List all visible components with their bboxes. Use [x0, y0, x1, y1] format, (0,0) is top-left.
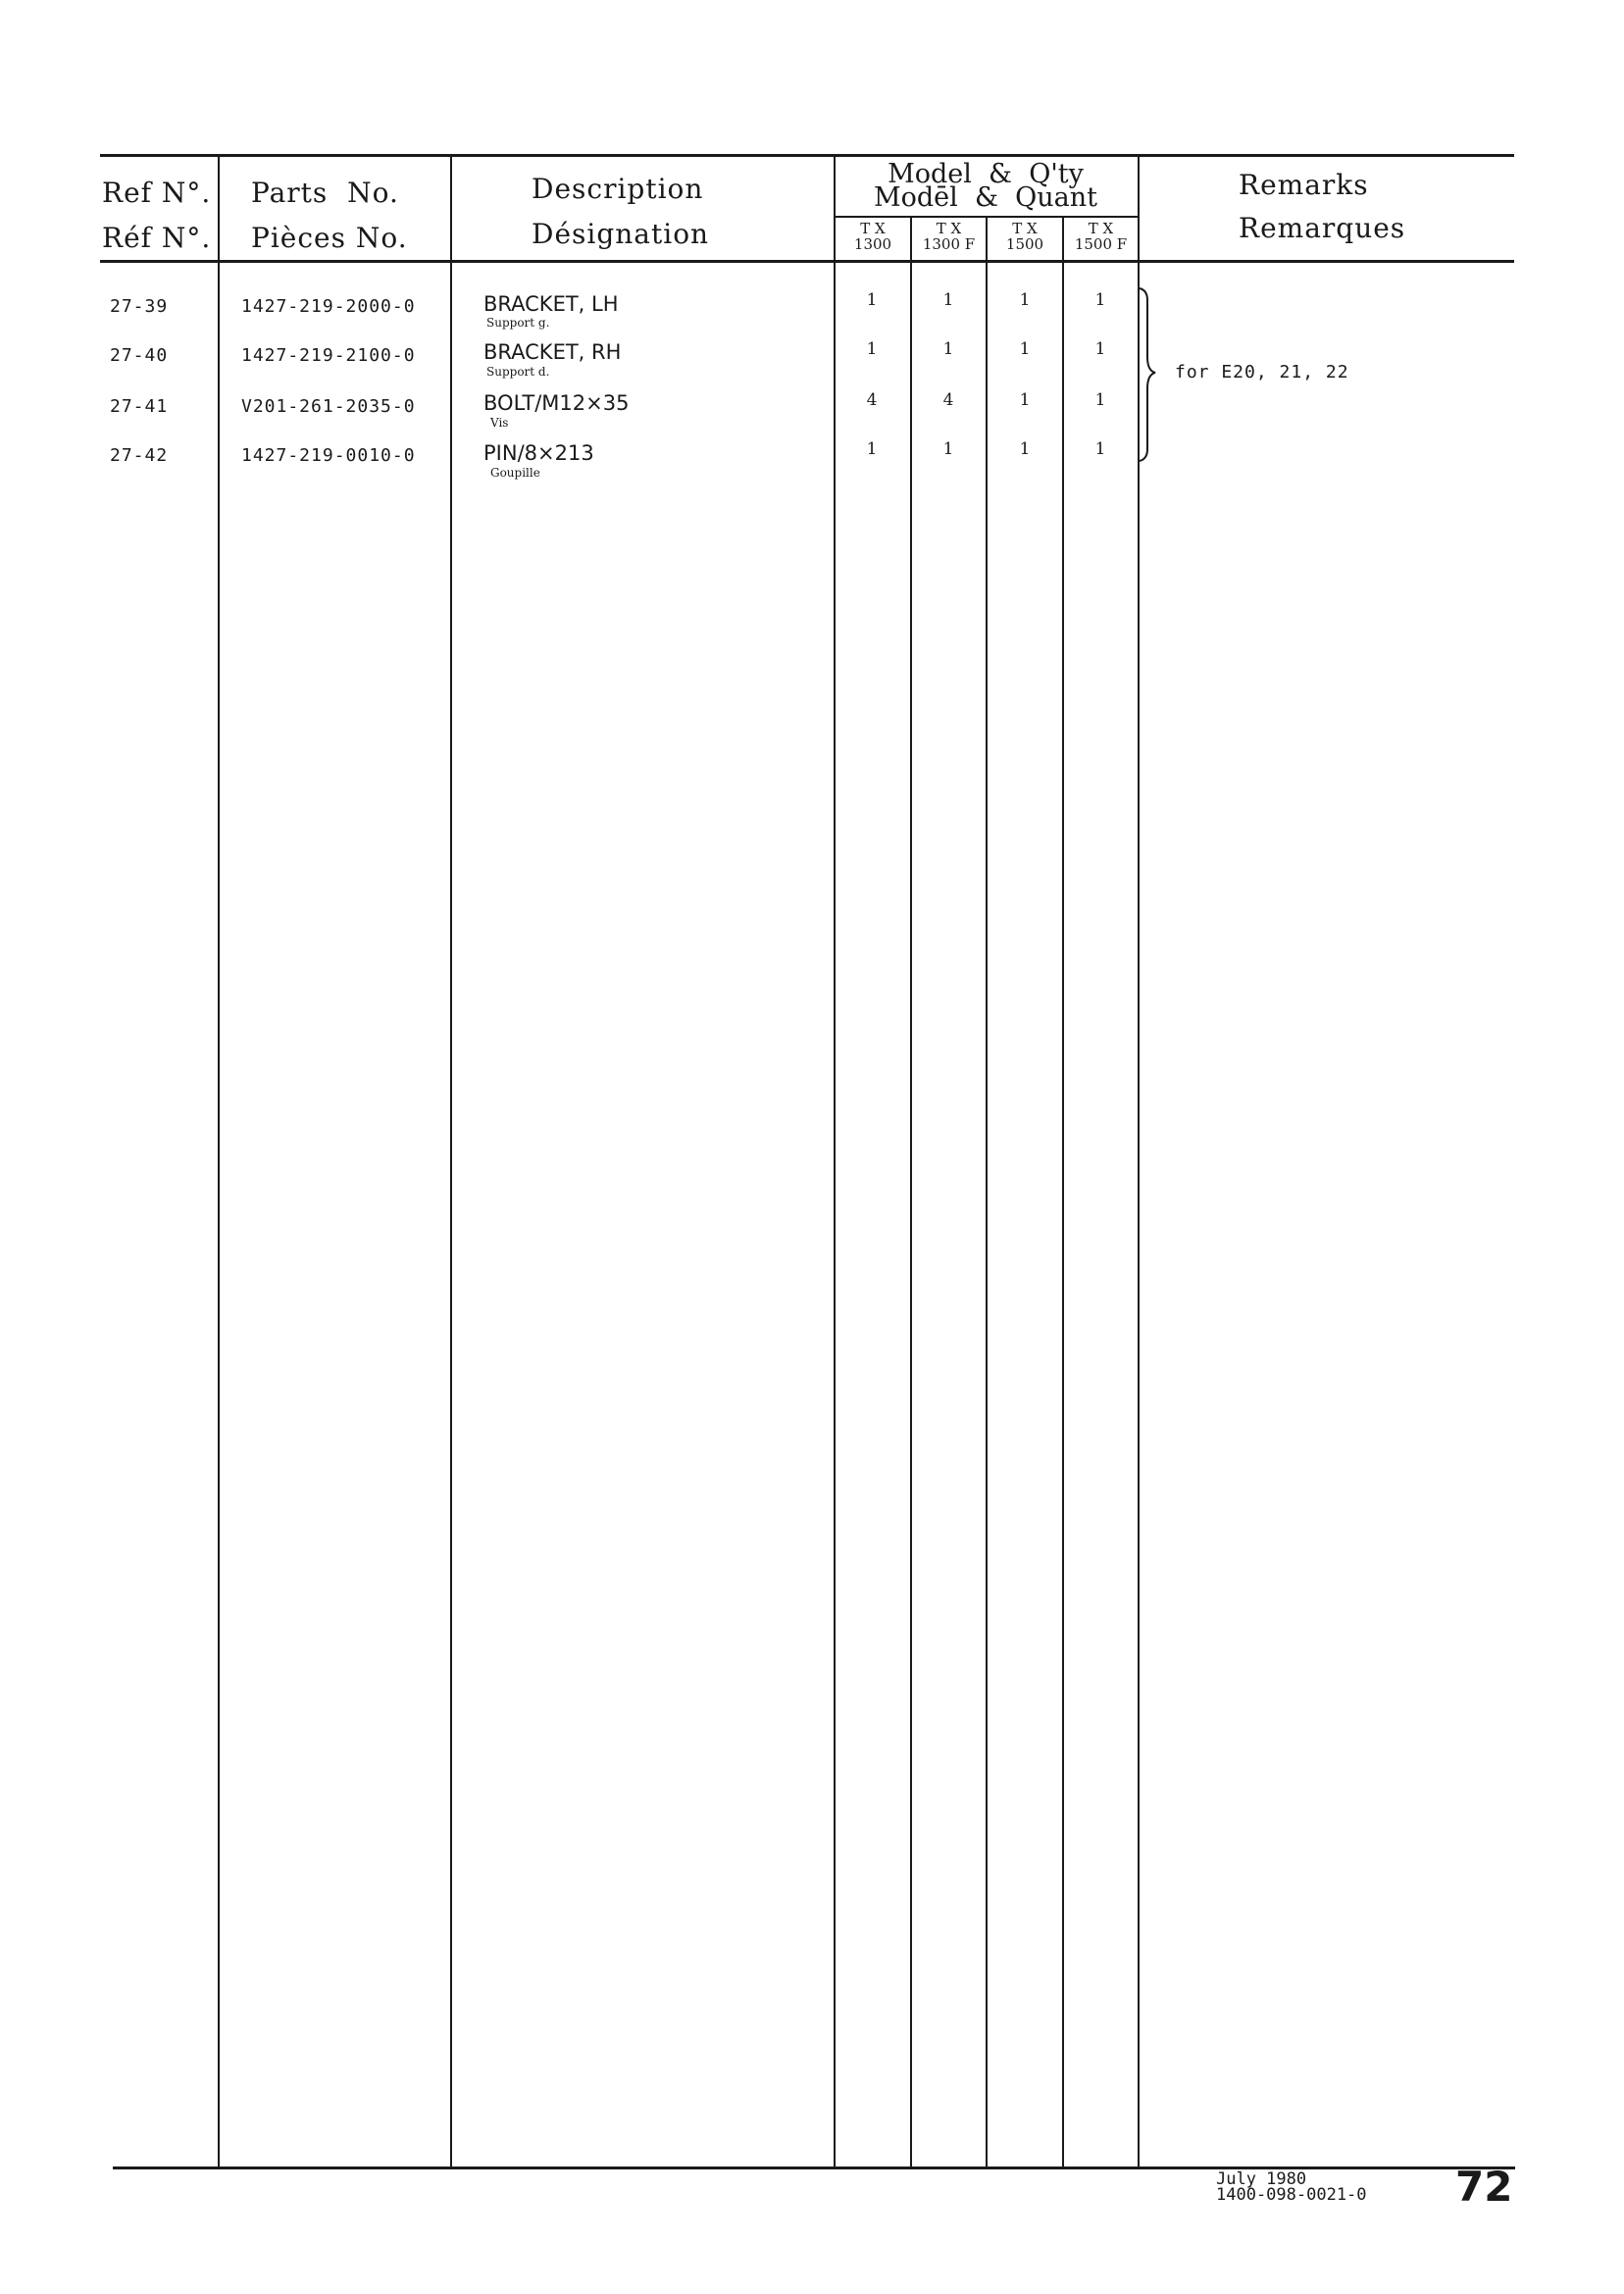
row-3-qty-1: 4: [866, 390, 878, 410]
row-2-desc: BRACKET, RH: [483, 340, 622, 364]
header-bottom-rule: [100, 260, 1514, 263]
header-desc-fr: Désignation: [532, 218, 710, 250]
row-3-qty-2: 4: [942, 390, 954, 410]
row-1-desc-fr: Support g.: [486, 316, 550, 330]
header-remarks-fr: Remarques: [1239, 212, 1406, 244]
header-ref-en: Ref N°.: [102, 177, 212, 209]
model-header-3: [988, 221, 1062, 252]
page-number: 72: [1455, 2163, 1513, 2211]
row-4-desc-fr: Goupille: [490, 466, 540, 480]
row-1-qty-3: 1: [1019, 290, 1031, 310]
row-3-qty-3: 1: [1019, 390, 1031, 410]
row-1-qty-2: 1: [942, 290, 954, 310]
remarks-brace-icon: [1136, 286, 1165, 463]
row-3-ref: 27-41: [110, 396, 169, 417]
col-divider-model-3: [1062, 216, 1064, 2169]
header-ref-fr: Réf N°.: [102, 222, 212, 254]
row-4-qty-1: 1: [866, 439, 878, 459]
row-2-qty-4: 1: [1094, 339, 1106, 359]
row-3-desc-fr: Vis: [490, 416, 509, 430]
model-header-4-line2: 1500 F: [1074, 235, 1128, 253]
row-3-desc: BOLT/M12×35: [483, 391, 630, 415]
model-header-4: [1064, 221, 1138, 252]
row-4-qty-3: 1: [1019, 439, 1031, 459]
model-header-2: [912, 221, 986, 252]
row-4-ref: 27-42: [110, 445, 169, 466]
row-4-qty-2: 1: [942, 439, 954, 459]
col-divider-parts: [450, 155, 452, 2169]
row-4-desc: PIN/8×213: [483, 441, 594, 465]
model-header-2-line1: T X: [936, 220, 962, 237]
row-4-qty-4: 1: [1094, 439, 1106, 459]
row-2-part: 1427-219-2100-0: [241, 345, 416, 366]
row-2-qty-3: 1: [1019, 339, 1031, 359]
row-1-ref: 27-39: [110, 296, 169, 317]
row-1-part: 1427-219-2000-0: [241, 296, 416, 317]
row-1-qty-4: 1: [1094, 290, 1106, 310]
footer-date: July 1980: [1216, 2169, 1307, 2189]
model-header-4-line1: T X: [1088, 220, 1114, 237]
row-1-qty-1: 1: [866, 290, 878, 310]
model-header-1-line1: T X: [860, 220, 886, 237]
row-3-qty-4: 1: [1094, 390, 1106, 410]
header-model-fr: Modēl & Quant: [873, 182, 1098, 213]
row-2-qty-2: 1: [942, 339, 954, 359]
row-3-part: V201-261-2035-0: [241, 396, 416, 417]
col-divider-model-2: [986, 216, 988, 2169]
row-4-part: 1427-219-0010-0: [241, 445, 416, 466]
row-2-desc-fr: Support d.: [486, 365, 550, 379]
header-model-en: Model & Q'ty: [888, 159, 1084, 189]
col-divider-model-1: [910, 216, 912, 2169]
row-2-qty-1: 1: [866, 339, 878, 359]
model-header-3-line2: 1500: [1005, 235, 1044, 253]
model-header-1-line2: 1300: [853, 235, 892, 253]
model-header-1: [836, 221, 910, 252]
header-remarks-en: Remarks: [1239, 169, 1369, 201]
model-header-2-line2: 1300 F: [922, 235, 976, 253]
remarks-text: for E20, 21, 22: [1175, 362, 1349, 382]
model-header-3-line1: T X: [1012, 220, 1038, 237]
col-divider-desc: [834, 155, 836, 2169]
row-1-desc: BRACKET, LH: [483, 292, 619, 316]
header-parts-en: Parts No.: [251, 177, 399, 209]
header-desc-en: Description: [532, 173, 704, 205]
col-divider-ref: [218, 155, 220, 2169]
row-2-ref: 27-40: [110, 345, 169, 366]
footer-doc-no: 1400-098-0021-0: [1216, 2185, 1367, 2205]
header-parts-fr: Pièces No.: [251, 222, 408, 254]
table-top-rule: [100, 154, 1514, 157]
